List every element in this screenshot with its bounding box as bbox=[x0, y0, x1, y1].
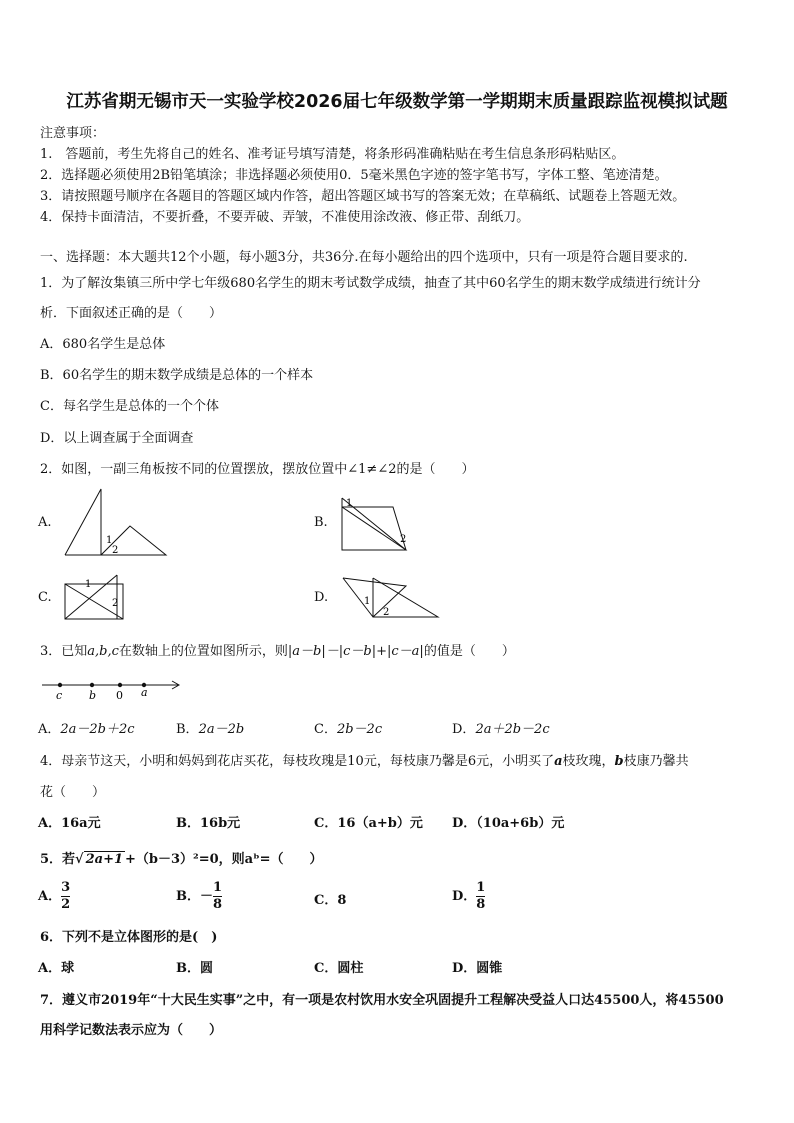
notice-item-2: 2．选择题必须使用2B铅笔填涂；非选择题必须使用0．5毫米黑色字迹的签字笔书写，字体工整、笔迹清楚。 bbox=[40, 168, 668, 183]
q7-stem-line1: 7．遵义市2019年“十大民生实事”之中，有一项是农村饮用水安全巩固提升工程解决受益人口达45500人，将45500 bbox=[40, 993, 724, 1008]
q7-stem-line2: 用科学记数法表示应为（ ） bbox=[40, 1023, 223, 1038]
q2-option-c-label: C. bbox=[38, 590, 52, 605]
q3-option-b: B．2a－2b bbox=[176, 722, 245, 737]
q2-figure-a bbox=[62, 486, 172, 558]
q1-option-c: C．每名学生是总体的一个个体 bbox=[40, 399, 219, 414]
q2c-angle-1: 1 bbox=[85, 579, 92, 590]
notice-item-3: 3．请按照题号顺序在各题目的答题区域内作答，超出答题区域书写的答案无效；在草稿纸、试题卷上答题无效。 bbox=[40, 189, 686, 204]
label-zero: 0 bbox=[116, 689, 123, 702]
q2b-angle-2: 2 bbox=[400, 534, 407, 545]
q3-stem bbox=[40, 640, 515, 659]
q5-option-a: A． $\frac{3}{2}$ bbox=[38, 880, 71, 912]
q3-stem-post: 的值是（ ） bbox=[423, 644, 515, 659]
q1-stem-line1: 1．为了解汝集镇三所中学七年级680名学生的期末考试数学成绩，抽查了其中60名学生的期末数学成绩进行统计分 bbox=[40, 276, 701, 291]
q2-option-d-label: D. bbox=[314, 590, 329, 605]
q4-stem-line1: 4．母亲节这天，小明和妈妈到花店买花，每枝玫瑰是10元，每枝康乃馨是6元，小明买了a枝玫瑰，b枝康乃馨共 bbox=[40, 754, 689, 769]
q3-option-c: C．2b－2c bbox=[314, 722, 383, 737]
q3-option-d: D．2a＋2b－2c bbox=[452, 722, 550, 737]
q3-stem-pre: 3．已知 bbox=[40, 644, 88, 659]
q2-stem: 2．如图，一副三角板按不同的位置摆放，摆放位置中∠1≠∠2的是（ ） bbox=[40, 462, 475, 477]
q4-option-d: D．（10a+6b）元 bbox=[452, 816, 565, 831]
q5-option-d: D． $\frac{1}{8}$ bbox=[452, 880, 486, 912]
q2d-angle-1: 1 bbox=[364, 596, 371, 607]
q1-option-b: B．60名学生的期末数学成绩是总体的一个样本 bbox=[40, 368, 314, 383]
label-a: a bbox=[141, 686, 148, 699]
notice-item-4: 4．保持卡面清洁，不要折叠，不要弄破、弄皱，不准使用涂改液、修正带、刮纸刀。 bbox=[40, 210, 530, 225]
page-title: 江苏省期无锡市天一实验学校2026届七年级数学第一学期期末质量跟踪监视模拟试题 bbox=[66, 92, 728, 112]
point-b bbox=[90, 683, 94, 687]
q1-stem-line2: 析．下面叙述正确的是（ ） bbox=[40, 306, 223, 321]
q1-option-a: A．680名学生是总体 bbox=[40, 337, 166, 352]
notice-item-1: 1. 答题前，考生先将自己的姓名、准考证号填写清楚，将条形码准确粘贴在考生信息条形码粘贴区。 bbox=[40, 147, 625, 162]
q4-option-a: A．16a元 bbox=[38, 816, 101, 831]
q5-option-b: B．－ $\frac{1}{8}$ bbox=[176, 880, 223, 912]
q5-sqrt: 2a+1 bbox=[85, 852, 124, 867]
point-zero bbox=[118, 683, 122, 687]
q6-option-c: C．圆柱 bbox=[314, 961, 364, 976]
q3-stem-vars: a,b,c bbox=[87, 644, 119, 659]
q2b-angle-1: 1 bbox=[346, 498, 353, 509]
q4-stem-line2: 花（ ） bbox=[40, 785, 106, 800]
q6-option-b: B．圆 bbox=[176, 961, 213, 976]
q6-stem: 6．下列不是立体图形的是( ) bbox=[40, 930, 218, 945]
q2-figure-c bbox=[62, 572, 134, 622]
q2-figure-b bbox=[338, 495, 418, 555]
section-heading: 一、选择题：本大题共12个小题，每小题3分，共36分.在每小题给出的四个选项中，只有一项是符合题目要求的. bbox=[40, 250, 688, 265]
q2a-angle-1: 1 bbox=[106, 535, 113, 546]
q5-stem: 5．若√ 2a+1 +（b－3）²=0，则aᵇ=（ ） bbox=[40, 852, 323, 867]
q4-option-b: B．16b元 bbox=[176, 816, 241, 831]
q3-stem-expr: |a－b|－|c－b|+|c－a| bbox=[287, 644, 424, 659]
q2-figure-d bbox=[340, 574, 442, 620]
q6-option-d: D．圆锥 bbox=[452, 961, 503, 976]
q3-number-line bbox=[40, 676, 190, 702]
q2-option-a-label: A. bbox=[38, 515, 52, 530]
q6-option-a: A．球 bbox=[38, 961, 75, 976]
q2-option-b-label: B. bbox=[314, 515, 328, 530]
point-c bbox=[58, 683, 62, 687]
q2c-angle-2: 2 bbox=[112, 598, 119, 609]
q3-option-a: A．2a－2b＋2c bbox=[38, 722, 135, 737]
q4-option-c: C．16（a+b）元 bbox=[314, 816, 423, 831]
q3-stem-mid: 在数轴上的位置如图所示，则 bbox=[118, 644, 288, 659]
q5-option-c: C．8 bbox=[314, 893, 347, 908]
q2a-angle-2: 2 bbox=[112, 545, 119, 556]
q2d-angle-2: 2 bbox=[383, 607, 390, 618]
q1-option-d: D．以上调查属于全面调查 bbox=[40, 431, 194, 446]
label-c: c bbox=[56, 689, 63, 702]
label-b: b bbox=[89, 689, 97, 702]
notice-heading: 注意事项： bbox=[40, 126, 106, 141]
